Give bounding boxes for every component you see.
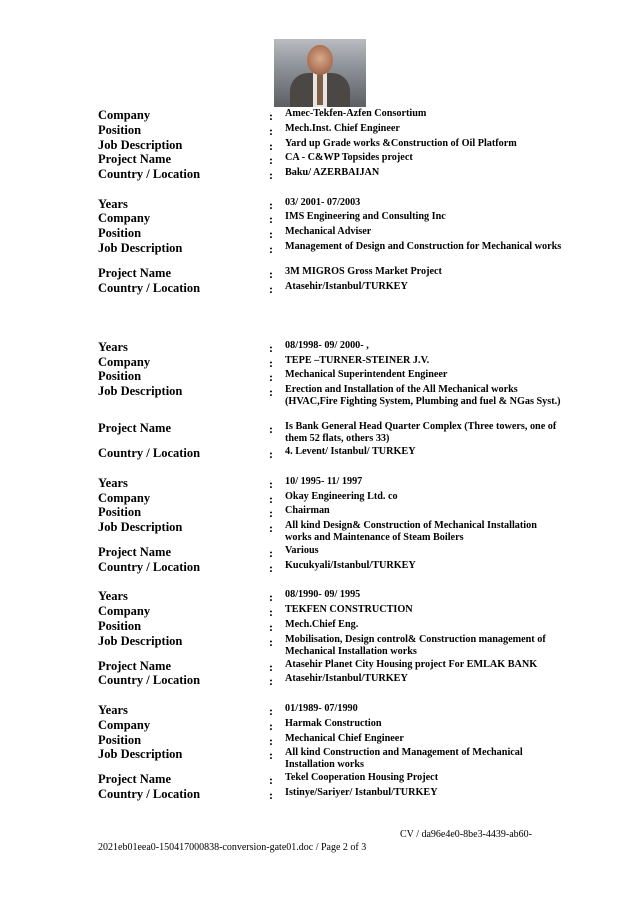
- field-separator: :: [269, 748, 273, 762]
- field-label-country-location: Country / Location: [98, 787, 201, 801]
- field-value-position: Mechanical Chief Engineer: [285, 733, 404, 744]
- field-label-job-description: Job Description: [98, 520, 183, 534]
- field-separator: :: [269, 521, 273, 535]
- field-value-position: Mechanical Superintendent Engineer: [285, 369, 448, 380]
- field-label-project-name: Project Name: [98, 772, 171, 786]
- field-separator: :: [269, 168, 273, 182]
- field-separator: :: [269, 788, 273, 802]
- field-label-years: Years: [98, 589, 128, 603]
- field-value-position: Mechanical Adviser: [285, 226, 372, 237]
- field-value-project-name: 3M MIGROS Gross Market Project: [285, 266, 442, 277]
- field-value-project-name: Is Bank General Head Quarter Complex (Three towers, one of them 52 flats, others 33): [285, 421, 557, 444]
- field-value-job-description: Yard up Grade works &Construction of Oil Platform: [285, 138, 517, 149]
- field-separator: :: [269, 734, 273, 748]
- field-separator: :: [269, 477, 273, 491]
- field-value-position: Mech.Inst. Chief Engineer: [285, 123, 400, 134]
- field-label-company: Company: [98, 604, 151, 618]
- field-value-years: 01/1989- 07/1990: [285, 703, 358, 714]
- field-separator: :: [269, 356, 273, 370]
- field-separator: :: [269, 561, 273, 575]
- field-label-company: Company: [98, 211, 151, 225]
- field-label-years: Years: [98, 197, 128, 211]
- field-separator: :: [269, 124, 273, 138]
- field-separator: :: [269, 660, 273, 674]
- field-value-job-description: Mobilisation, Design control& Construction management of Mechanical Installation works: [285, 634, 546, 657]
- field-value-position: Chairman: [285, 505, 330, 516]
- field-value-country-location: Istinye/Sariyer/ Istanbul/TURKEY: [285, 787, 438, 798]
- field-separator: :: [269, 704, 273, 718]
- field-value-company: Okay Engineering Ltd. co: [285, 491, 398, 502]
- field-value-job-description: All kind Design& Construction of Mechanical Installation works and Maintenance of Steam Boilers: [285, 520, 537, 543]
- field-label-job-description: Job Description: [98, 747, 183, 761]
- field-separator: :: [269, 620, 273, 634]
- field-label-company: Company: [98, 355, 151, 369]
- field-value-company: Amec-Tekfen-Azfen Consortium: [285, 108, 427, 119]
- field-label-years: Years: [98, 340, 128, 354]
- field-value-company: Harmak Construction: [285, 718, 382, 729]
- field-value-position: Mech.Chief Eng.: [285, 619, 359, 630]
- field-value-years: 08/1990- 09/ 1995: [285, 589, 361, 600]
- field-label-job-description: Job Description: [98, 384, 183, 398]
- field-label-years: Years: [98, 476, 128, 490]
- field-label-project-name: Project Name: [98, 152, 171, 166]
- field-value-years: 08/1998- 09/ 2000- ,: [285, 340, 369, 351]
- field-separator: :: [269, 635, 273, 649]
- field-value-project-name: Various: [285, 545, 319, 556]
- field-separator: :: [269, 385, 273, 399]
- field-separator: :: [269, 447, 273, 461]
- field-value-job-description: Erection and Installation of the All Mechanical works (HVAC,Fire Fighting System, Plumbing and fuel & NGas Syst.): [285, 384, 561, 407]
- field-separator: :: [269, 590, 273, 604]
- field-separator: :: [269, 153, 273, 167]
- field-value-years: 10/ 1995- 11/ 1997: [285, 476, 363, 487]
- field-value-company: IMS Engineering and Consulting Inc: [285, 211, 446, 222]
- field-value-years: 03/ 2001- 07/2003: [285, 197, 361, 208]
- field-label-project-name: Project Name: [98, 266, 171, 280]
- field-value-country-location: Atasehir/Istanbul/TURKEY: [285, 673, 408, 684]
- field-separator: :: [269, 109, 273, 123]
- field-label-position: Position: [98, 369, 142, 383]
- profile-photo: [274, 39, 366, 107]
- field-label-country-location: Country / Location: [98, 673, 201, 687]
- field-value-project-name: Tekel Cooperation Housing Project: [285, 772, 439, 783]
- field-label-job-description: Job Description: [98, 241, 183, 255]
- field-separator: :: [269, 370, 273, 384]
- field-label-project-name: Project Name: [98, 421, 171, 435]
- field-label-job-description: Job Description: [98, 138, 183, 152]
- field-separator: :: [269, 198, 273, 212]
- field-value-project-name: Atasehir Planet City Housing project For EMLAK BANK: [285, 659, 538, 670]
- field-value-country-location: Kucukyali/Istanbul/TURKEY: [285, 560, 416, 571]
- field-separator: :: [269, 546, 273, 560]
- field-separator: :: [269, 605, 273, 619]
- field-label-country-location: Country / Location: [98, 167, 201, 181]
- field-separator: :: [269, 341, 273, 355]
- field-label-company: Company: [98, 718, 151, 732]
- field-label-job-description: Job Description: [98, 634, 183, 648]
- field-value-country-location: Atasehir/Istanbul/TURKEY: [285, 281, 408, 292]
- field-value-country-location: Baku/ AZERBAIJAN: [285, 167, 380, 178]
- field-separator: :: [269, 773, 273, 787]
- field-label-company: Company: [98, 491, 151, 505]
- field-separator: :: [269, 267, 273, 281]
- field-separator: :: [269, 227, 273, 241]
- field-value-country-location: 4. Levent/ Istanbul/ TURKEY: [285, 446, 416, 457]
- field-separator: :: [269, 506, 273, 520]
- field-separator: :: [269, 282, 273, 296]
- field-label-country-location: Country / Location: [98, 446, 201, 460]
- field-label-company: Company: [98, 108, 151, 122]
- field-label-position: Position: [98, 619, 142, 633]
- field-separator: :: [269, 492, 273, 506]
- field-label-project-name: Project Name: [98, 545, 171, 559]
- field-label-position: Position: [98, 226, 142, 240]
- field-label-position: Position: [98, 123, 142, 137]
- field-label-project-name: Project Name: [98, 659, 171, 673]
- footer-line-1: CV / da96e4e0-8be3-4439-ab60-: [400, 829, 533, 840]
- field-separator: :: [269, 719, 273, 733]
- footer-line-2: 2021eb01eea0-150417000838-conversion-gate01.doc / Page 2 of 3: [98, 842, 367, 853]
- field-value-job-description: Management of Design and Construction for Mechanical works: [285, 241, 562, 252]
- field-value-project-name: CA - C&WP Topsides project: [285, 152, 413, 163]
- field-separator: :: [269, 422, 273, 436]
- field-value-company: TEPE –TURNER-STEINER J.V.: [285, 355, 430, 366]
- field-separator: :: [269, 674, 273, 688]
- field-value-job-description: All kind Construction and Management of Mechanical Installation works: [285, 747, 523, 770]
- field-separator: :: [269, 212, 273, 226]
- field-label-position: Position: [98, 733, 142, 747]
- field-label-country-location: Country / Location: [98, 281, 201, 295]
- field-separator: :: [269, 139, 273, 153]
- field-value-company: TEKFEN CONSTRUCTION: [285, 604, 413, 615]
- field-label-position: Position: [98, 505, 142, 519]
- field-label-country-location: Country / Location: [98, 560, 201, 574]
- field-label-years: Years: [98, 703, 128, 717]
- field-separator: :: [269, 242, 273, 256]
